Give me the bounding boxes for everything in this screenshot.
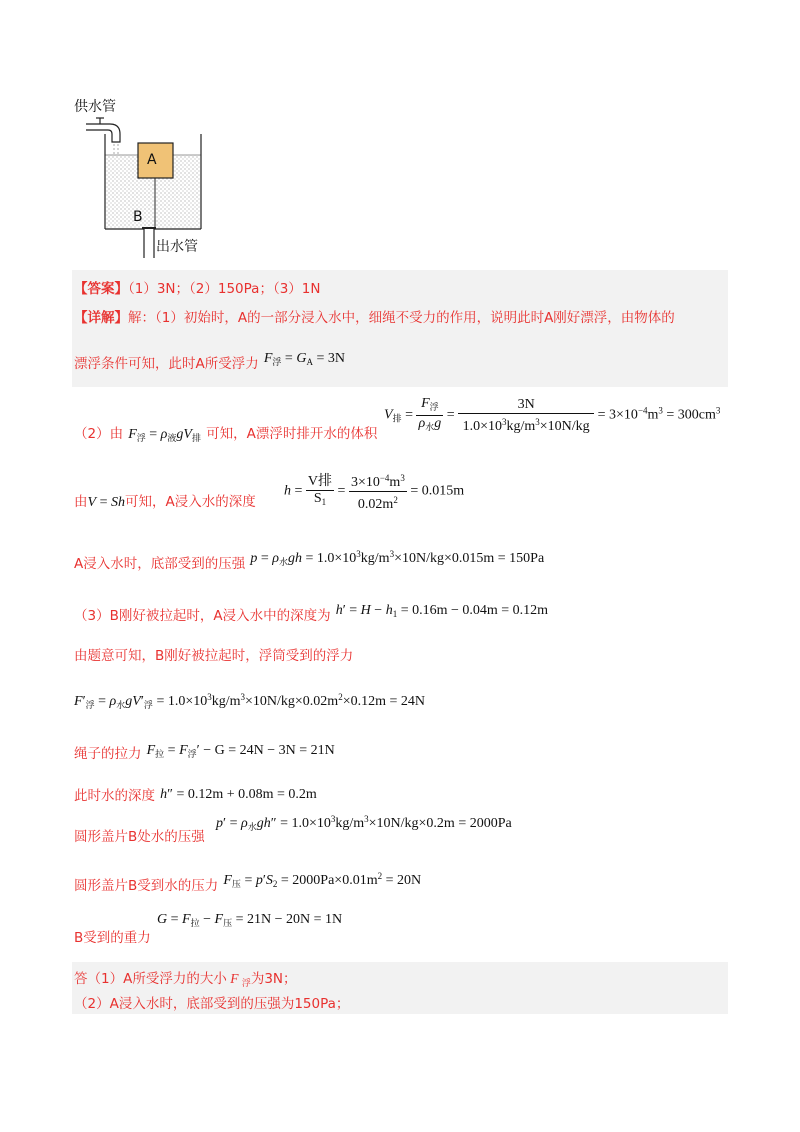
detail-intro: 解：（1）初始时，A的一部分浸入水中，细绳不受力的作用，说明此时A刚好漂浮，由物体的 <box>128 310 675 326</box>
archimedes-formula: $F_浮 = \rho_液gV_排$ <box>128 427 201 443</box>
answer-tag: 【答案】 <box>74 281 128 297</box>
conclusion-line1: 答（1）A所受浮力的大小 F $_浮$为3N； <box>74 971 297 989</box>
depth-line <box>74 490 256 511</box>
answer-line <box>74 277 320 297</box>
pressure-line <box>74 549 545 574</box>
depth-formula: h = $\frac{\text{V排}}{S_1}$ = $\frac{3\times 10^{-4}m^3}{0.02m^2}$ = 0.015m <box>284 470 464 513</box>
pressure-formula: $p = \rho_水gh = 1.0\times 10^3kg/m^3\times 10N/kg\times 0.015m = 150Pa$ <box>250 549 545 567</box>
outlet-pipe-label: 出水管 <box>156 239 198 255</box>
step3-line1 <box>74 604 548 625</box>
water-depth-line <box>74 784 317 805</box>
cover-pressure-text: 圆形盖片B处水的压强 <box>74 829 205 845</box>
tension-text: 绳子的拉力 <box>74 746 142 762</box>
buoy-formula: $F'_浮 = \rho_水gV'_浮 = 1.0\times 10^3kg/m^3\times 10N/kg\times 0.02m^2\times 0.12m = 24N$ <box>74 692 425 710</box>
step2-prefix: （2）由 <box>74 426 124 442</box>
pressure-text: A浸入水时，底部受到的压强 <box>74 556 246 572</box>
tension-line <box>74 742 335 764</box>
gravity-formula: $G = F_拉 - F_压 = 21N - 20N = 1N$ <box>157 912 343 928</box>
cover-b-label: B <box>133 209 143 225</box>
cover-force-line <box>74 871 422 896</box>
volume-formula: $V_排$ = $\frac{F_浮}{\rho_水g}$ = $\frac{3N}{1.0\times 10^3kg/m^3\times 10N/kg}$ = $3\times 10^{-4}m^3 = 300cm^3$ <box>384 396 721 434</box>
float-formula: $F_浮 = G_A = 3N$ <box>263 351 345 367</box>
supply-pipe-label: 供水管 <box>74 99 116 115</box>
cover-force-formula: $F_压 = p'S_2 = 2000Pa\times 0.01m^2 = 20N$ <box>223 871 422 889</box>
block-a-label: A <box>147 152 157 168</box>
detail-line <box>74 306 675 326</box>
supply-pipe <box>86 124 120 142</box>
depth-mid: 可知，A浸入水的深度 <box>124 494 256 510</box>
step3-line1-text: （3）B刚好被拉起时，A浸入水中的深度为 <box>74 608 331 624</box>
detail-tag: 【详解】 <box>74 310 128 326</box>
tank-figure <box>84 112 224 260</box>
step3-depth-formula: $h' = H - h_1 = 0.16m - 0.04m = 0.12m$ <box>335 603 549 619</box>
float-line <box>74 352 345 374</box>
volume-line <box>74 398 378 443</box>
water-depth-formula: h″ = 0.12m + 0.08m = 0.2m <box>160 787 317 802</box>
depth-prefix: 由 <box>74 494 88 510</box>
step3-line2: 由题意可知，B刚好被拉起时，浮筒受到的浮力 <box>74 648 354 664</box>
conclusion-line2: （2）A浸入水时，底部受到的压强为150Pa； <box>74 996 350 1012</box>
volume-area-formula: V = Sh <box>87 495 125 510</box>
tension-formula: $F_拉 = F_浮' - G = 24N - 3N = 21N$ <box>146 743 335 759</box>
step2-mid: 可知，A漂浮时排开水的体积 <box>206 426 378 442</box>
cover-force-text: 圆形盖片B受到水的压力 <box>74 878 219 894</box>
water-depth-text: 此时水的深度 <box>74 788 155 804</box>
answer-text: （1）3N；（2）150Pa；（3）1N <box>128 281 321 297</box>
float-text: 漂浮条件可知，此时A所受浮力 <box>74 356 259 372</box>
cover-pressure-formula: $p' = \rho_水gh'' = 1.0\times 10^3kg/m^3\times 10N/kg\times 0.2m = 2000Pa$ <box>216 814 512 832</box>
gravity-text: B受到的重力 <box>74 930 151 946</box>
